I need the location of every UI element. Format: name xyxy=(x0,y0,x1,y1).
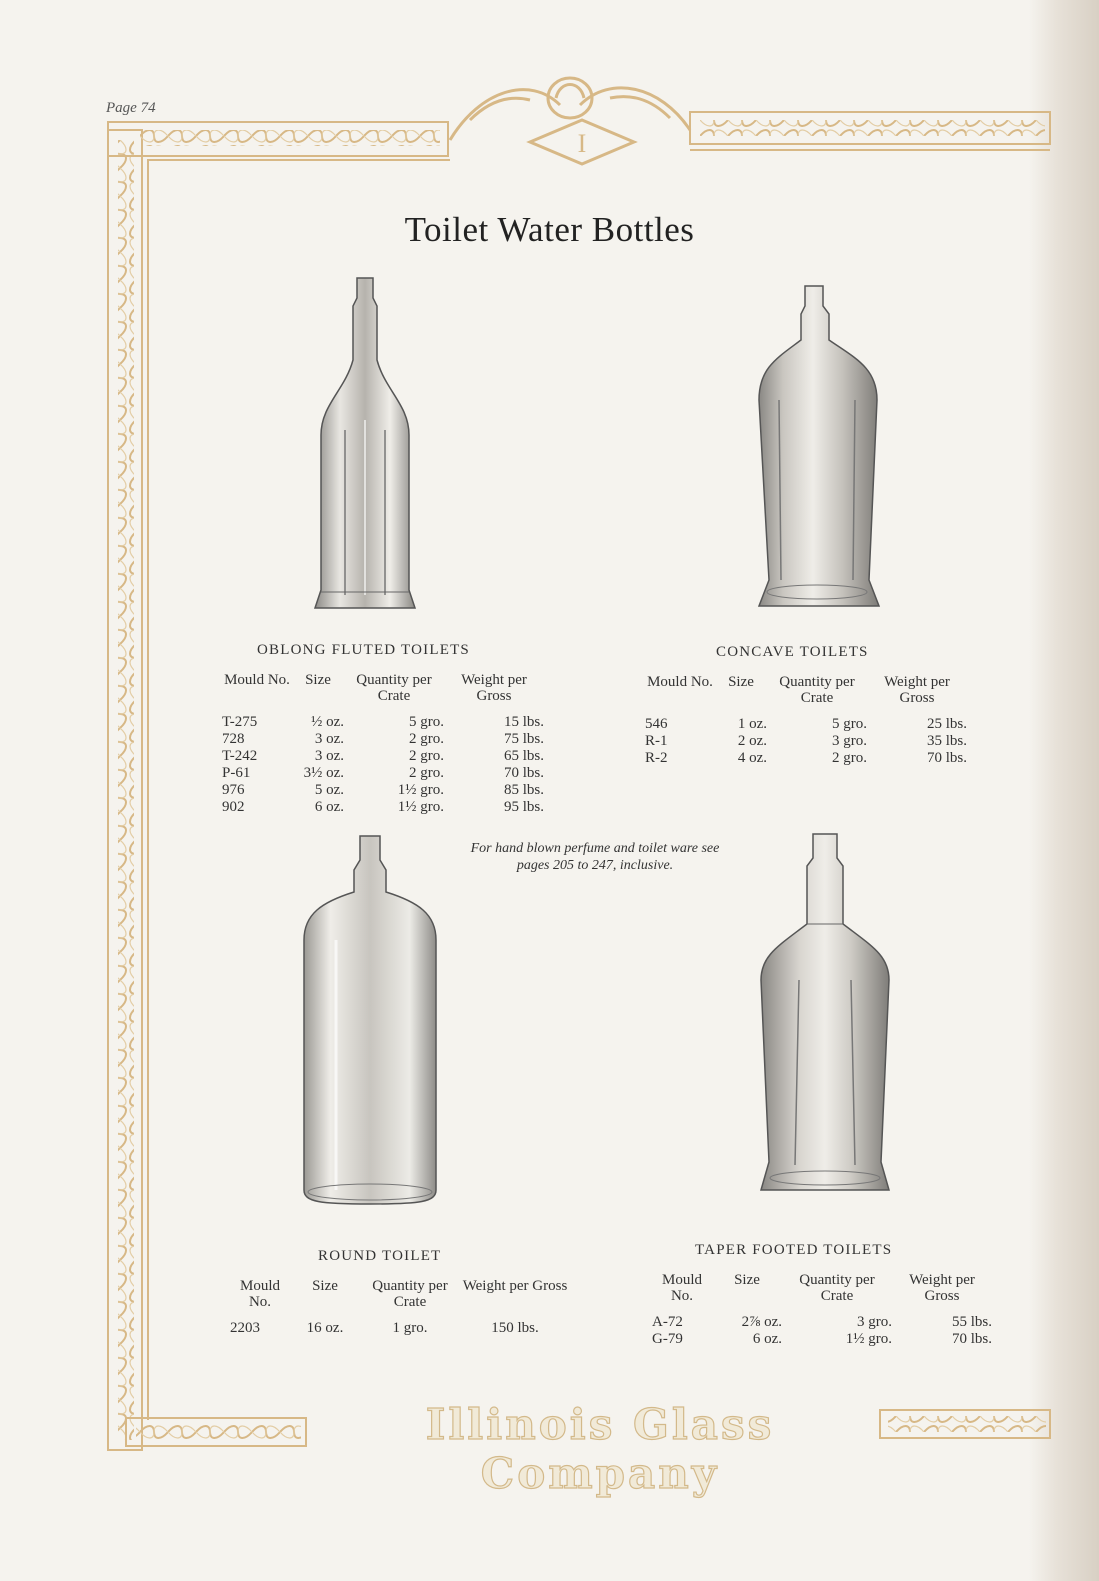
quantity-cell: 2 gro. xyxy=(832,750,867,766)
round-bottle-image xyxy=(300,830,440,1210)
table-row xyxy=(652,1314,992,1331)
size-header: Size xyxy=(312,1278,338,1294)
mould-cell: A-72 xyxy=(652,1314,683,1330)
weight-cell: 55 lbs. xyxy=(951,1314,992,1330)
oblong-section-title: OBLONG FLUTED TOILETS xyxy=(257,642,470,658)
quantity-cell: 1½ gro. xyxy=(845,1331,892,1347)
concave-section-title: CONCAVE TOILETS xyxy=(716,644,869,660)
mould-cell: 546 xyxy=(645,716,668,732)
weight-cell: 70 lbs. xyxy=(503,765,544,781)
table-row xyxy=(222,782,544,799)
weight-cell: 25 lbs. xyxy=(926,716,967,732)
quantity-header: Quantity per Crate xyxy=(372,1278,448,1310)
company-footer-logo: Illinois Glass Company xyxy=(425,1400,775,1498)
quantity-cell: 2 gro. xyxy=(409,731,444,747)
mould-header: Mould No. xyxy=(647,674,713,690)
concave-bottle-image xyxy=(745,280,885,615)
size-cell: 2⅞ oz. xyxy=(741,1314,782,1330)
weight-cell: 85 lbs. xyxy=(503,782,544,798)
mould-header: Mould No. xyxy=(224,672,290,688)
size-cell: 3 oz. xyxy=(314,731,344,747)
mould-cell: R-1 xyxy=(645,733,668,749)
cross-reference-note: For hand blown perfume and toilet ware see pages 205 to 247, inclusive. xyxy=(470,841,720,873)
weight-cell: 75 lbs. xyxy=(503,731,544,747)
table-header-row xyxy=(645,674,967,716)
oblong-fluted-bottle-image xyxy=(305,270,425,620)
mould-cell: G-79 xyxy=(652,1331,683,1347)
size-cell: 6 oz. xyxy=(752,1331,782,1347)
table-row xyxy=(645,750,967,767)
round-spec-table xyxy=(230,1278,570,1337)
quantity-cell: 5 gro. xyxy=(409,714,444,730)
weight-header: Weight per Gross xyxy=(909,1272,975,1304)
size-cell: 6 oz. xyxy=(314,799,344,815)
quantity-header: Quantity per Crate xyxy=(779,674,855,706)
page-number: Page 74 xyxy=(106,100,156,116)
size-cell: 16 oz. xyxy=(306,1320,344,1336)
size-header: Size xyxy=(305,672,331,688)
mould-cell: T-275 xyxy=(222,714,258,730)
table-row xyxy=(222,714,544,731)
quantity-cell: 3 gro. xyxy=(857,1314,892,1330)
weight-cell: 150 lbs. xyxy=(491,1320,539,1336)
table-row xyxy=(222,799,544,816)
oblong-spec-table xyxy=(222,672,544,816)
table-row xyxy=(645,716,967,733)
weight-header: Weight per Gross xyxy=(461,672,527,704)
quantity-cell: 2 gro. xyxy=(409,748,444,764)
size-cell: 5 oz. xyxy=(314,782,344,798)
weight-cell: 15 lbs. xyxy=(503,714,544,730)
quantity-header: Quantity per Crate xyxy=(799,1272,875,1304)
size-cell: 4 oz. xyxy=(737,750,767,766)
weight-cell: 65 lbs. xyxy=(503,748,544,764)
taper-footed-bottle-image xyxy=(755,830,895,1200)
quantity-cell: 1 gro. xyxy=(392,1320,428,1336)
weight-cell: 70 lbs. xyxy=(951,1331,992,1347)
weight-header: Weight per Gross xyxy=(462,1278,568,1294)
mould-cell: 2203 xyxy=(230,1320,260,1336)
size-cell: 1 oz. xyxy=(737,716,767,732)
table-row xyxy=(652,1331,992,1348)
quantity-cell: 3 gro. xyxy=(832,733,867,749)
mould-cell: T-242 xyxy=(222,748,258,764)
weight-cell: 70 lbs. xyxy=(926,750,967,766)
size-header: Size xyxy=(728,674,754,690)
quantity-cell: 5 gro. xyxy=(832,716,867,732)
page-title: Toilet Water Bottles xyxy=(404,210,695,249)
mould-cell: 728 xyxy=(222,731,245,747)
quantity-cell: 1½ gro. xyxy=(397,782,444,798)
table-row xyxy=(230,1320,570,1337)
mould-cell: P-61 xyxy=(222,765,251,781)
concave-spec-table xyxy=(645,674,967,767)
table-row xyxy=(645,733,967,750)
table-header-row xyxy=(230,1278,570,1320)
weight-header: Weight per Gross xyxy=(884,674,950,706)
weight-cell: 95 lbs. xyxy=(503,799,544,815)
size-cell: 2 oz. xyxy=(737,733,767,749)
mould-header: Mould No. xyxy=(661,1272,702,1304)
quantity-cell: 2 gro. xyxy=(409,765,444,781)
taper-spec-table xyxy=(652,1272,992,1348)
quantity-header: Quantity per Crate xyxy=(356,672,432,704)
table-row xyxy=(222,731,544,748)
quantity-cell: 1½ gro. xyxy=(397,799,444,815)
round-section-title: ROUND TOILET xyxy=(318,1248,442,1264)
size-cell: 3 oz. xyxy=(314,748,344,764)
table-header-row xyxy=(222,672,544,714)
table-row xyxy=(222,765,544,782)
taper-section-title: TAPER FOOTED TOILETS xyxy=(695,1242,893,1258)
mould-cell: 976 xyxy=(222,782,245,798)
emblem-letter: I xyxy=(577,129,587,158)
weight-cell: 35 lbs. xyxy=(926,733,967,749)
mould-cell: 902 xyxy=(222,799,245,815)
size-cell: ½ oz. xyxy=(311,714,344,730)
size-header: Size xyxy=(734,1272,760,1288)
size-cell: 3½ oz. xyxy=(303,765,344,781)
table-header-row xyxy=(652,1272,992,1314)
mould-cell: R-2 xyxy=(645,750,668,766)
mould-header: Mould No. xyxy=(239,1278,280,1310)
table-row xyxy=(222,748,544,765)
